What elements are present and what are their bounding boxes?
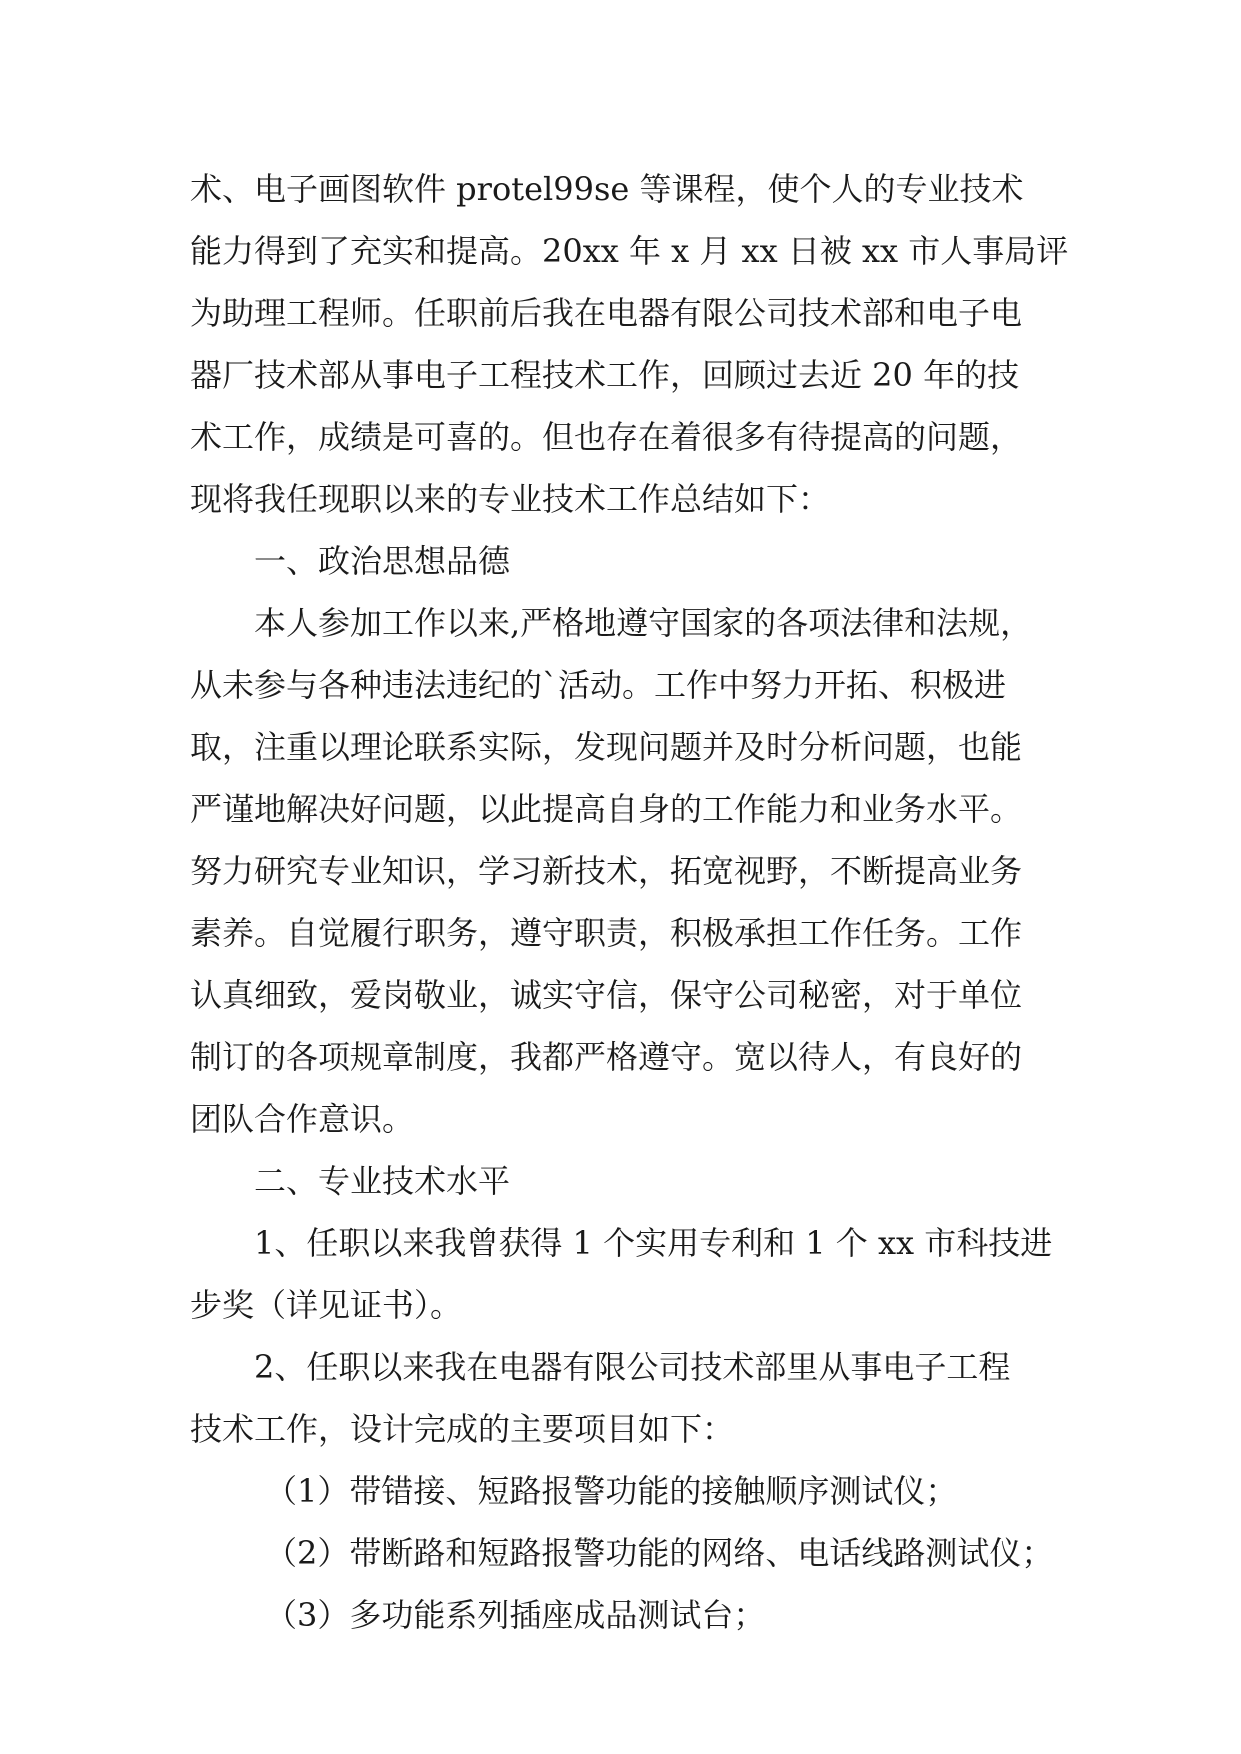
text-line: 取，注重以理论联系实际，发现问题并及时分析问题，也能 — [190, 728, 1023, 766]
list-item: 1、任职以来我曾获得 1 个实用专利和 1 个 xx 市科技进 — [254, 1224, 1053, 1262]
document-body — [190, 158, 1069, 1646]
text-line: 能力得到了充实和提高。20xx 年 x 月 xx 日被 xx 市人事局评 — [190, 232, 1069, 270]
text-line: 从未参与各种违法违纪的`活动。工作中努力开拓、积极进 — [190, 666, 1007, 704]
section-heading-political: 一、政治思想品德 — [254, 542, 511, 580]
text-line: 步奖（详见证书）。 — [190, 1286, 463, 1324]
text-line: 为助理工程师。任职前后我在电器有限公司技术部和电子电 — [190, 294, 1023, 332]
text-line: 技术工作，设计完成的主要项目如下： — [190, 1410, 735, 1448]
text-line: 素养。自觉履行职务，遵守职责，积极承担工作任务。工作 — [190, 914, 1023, 952]
text-line: 团队合作意识。 — [190, 1100, 415, 1138]
project-item: （3）多功能系列插座成品测试台； — [265, 1596, 766, 1634]
project-item: （2）带断路和短路报警功能的网络、电话线路测试仪； — [265, 1534, 1054, 1572]
section-heading-technical: 二、专业技术水平 — [254, 1162, 511, 1200]
text-line: 努力研究专业知识，学习新技术，拓宽视野，不断提高业务 — [190, 852, 1023, 890]
text-line: 术、电子画图软件 protel99se 等课程，使个人的专业技术 — [190, 170, 1024, 208]
text-line: 认真细致，爱岗敬业，诚实守信，保守公司秘密，对于单位 — [190, 976, 1023, 1014]
project-item: （1）带错接、短路报警功能的接触顺序测试仪； — [265, 1472, 958, 1510]
text-line: 制订的各项规章制度，我都严格遵守。宽以待人，有良好的 — [190, 1038, 1023, 1076]
list-item: 2、任职以来我在电器有限公司技术部里从事电子工程 — [254, 1348, 1011, 1386]
text-line: 严谨地解决好问题，以此提高自身的工作能力和业务水平。 — [190, 790, 1023, 828]
text-line: 器厂技术部从事电子工程技术工作，回顾过去近 20 年的技 — [190, 356, 1020, 394]
text-line: 现将我任现职以来的专业技术工作总结如下： — [190, 480, 831, 518]
text-line: 本人参加工作以来,严格地遵守国家的各项法律和法规， — [254, 604, 1033, 642]
text-line: 术工作，成绩是可喜的。但也存在着很多有待提高的问题， — [190, 418, 1023, 456]
